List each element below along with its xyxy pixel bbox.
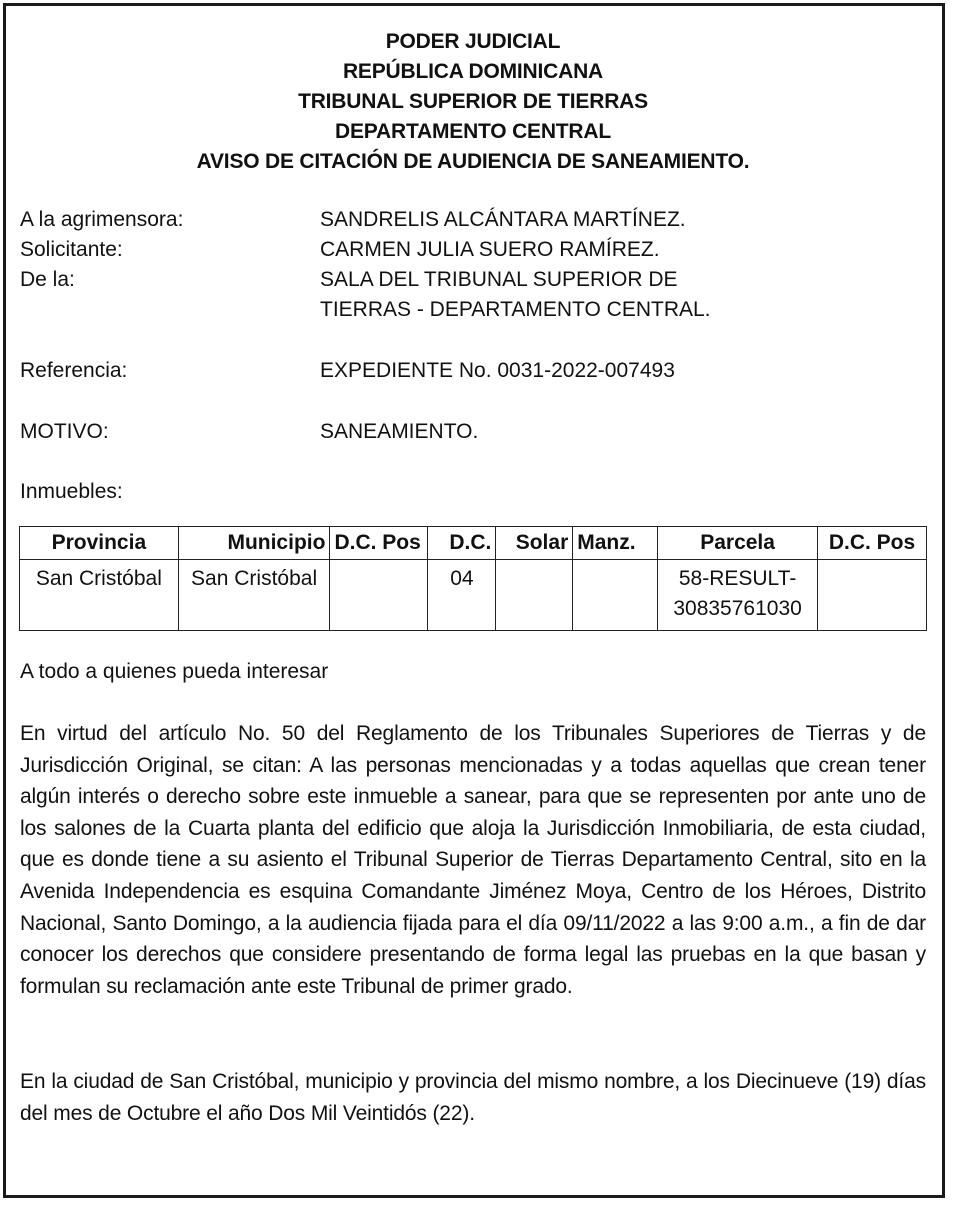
referencia-label: Referencia:: [20, 359, 128, 382]
table-header-row: [20, 527, 927, 560]
cell-municipio: San Cristóbal: [178, 560, 330, 631]
header-line-aviso: AVISO DE CITACIÓN DE AUDIENCIA DE SANEAMIENTO.: [196, 150, 750, 173]
header-parcela: Parcela: [658, 527, 818, 560]
citation-paragraph: En virtud del artículo No. 50 del Reglamento de los Tribunales Superiores de Tierras y de Jurisdicción Original, se citan: A las personas mencionadas y a todas aquellas que crean tener algún interés o derecho sobre este inmueble a sanear, para que se representen por ante uno de los salones de la Cuarta planta del edificio que aloja la Jurisdicción Inmobiliaria, de esta ciudad, que es donde tiene a su asiento el Tribunal Superior de Tierras Departamento Central, sito en la Avenida Independencia es esquina Comandante Jiménez Moya, Centro de los Héroes, Distrito Nacional, Santo Domingo, a la audiencia fijada para el día 09/11/2022 a las 9:00 a.m., a fin de dar conocer los derechos que considere presentando de forma legal las pruebas en la que basan y formulan su reclamación ante este Tribunal de primer grado.: [20, 722, 926, 998]
dela-value-line1: SALA DEL TRIBUNAL SUPERIOR DE: [320, 268, 678, 291]
header-line-poder-judicial: PODER JUDICIAL: [385, 30, 561, 53]
dela-label: De la:: [20, 268, 75, 291]
header-manz: Manz.: [573, 527, 658, 560]
inmuebles-table: [19, 526, 927, 631]
dela-value-line2: TIERRAS - DEPARTAMENTO CENTRAL.: [320, 298, 711, 321]
cell-manz: [573, 560, 658, 631]
closing-paragraph: En la ciudad de San Cristóbal, municipio y provincia del mismo nombre, a los Diecinueve (19) días del mes de Octubre el año Dos Mil Veintidós (22).: [20, 1070, 926, 1125]
greeting-text: A todo a quienes pueda interesar: [20, 660, 329, 683]
solicitante-value: CARMEN JULIA SUERO RAMÍREZ.: [320, 238, 660, 261]
cell-dc-pos-2: [818, 560, 927, 631]
header-municipio: Municipio: [178, 527, 330, 560]
motivo-label: MOTIVO:: [20, 420, 109, 443]
inmuebles-label: Inmuebles:: [20, 480, 123, 503]
header-dc: D.C.: [428, 527, 496, 560]
motivo-value: SANEAMIENTO.: [320, 420, 479, 443]
header-dc-pos-2: D.C. Pos: [818, 527, 927, 560]
cell-parcela: [658, 560, 818, 631]
solicitante-label: Solicitante:: [20, 238, 123, 261]
header-line-republica: REPÚBLICA DOMINICANA: [342, 60, 604, 83]
parcela-line1: 58-RESULT-: [678, 567, 797, 590]
cell-dc-pos: [330, 560, 428, 631]
header-provincia: Provincia: [20, 527, 179, 560]
cell-provincia: San Cristóbal: [20, 560, 179, 631]
agrimensora-value: SANDRELIS ALCÁNTARA MARTÍNEZ.: [320, 208, 686, 231]
agrimensora-label: A la agrimensora:: [20, 208, 184, 231]
parcela-line2: 30835761030: [673, 597, 802, 620]
referencia-value: EXPEDIENTE No. 0031-2022-007493: [320, 359, 675, 382]
notice-header: [0, 27, 946, 177]
header-line-tribunal: TRIBUNAL SUPERIOR DE TIERRAS: [298, 90, 648, 113]
cell-dc: 04: [428, 560, 496, 631]
header-solar: Solar: [496, 527, 573, 560]
header-dc-pos: D.C. Pos: [330, 527, 428, 560]
header-line-departamento: DEPARTAMENTO CENTRAL: [335, 120, 611, 143]
table-row: [20, 560, 927, 631]
cell-solar: [496, 560, 573, 631]
